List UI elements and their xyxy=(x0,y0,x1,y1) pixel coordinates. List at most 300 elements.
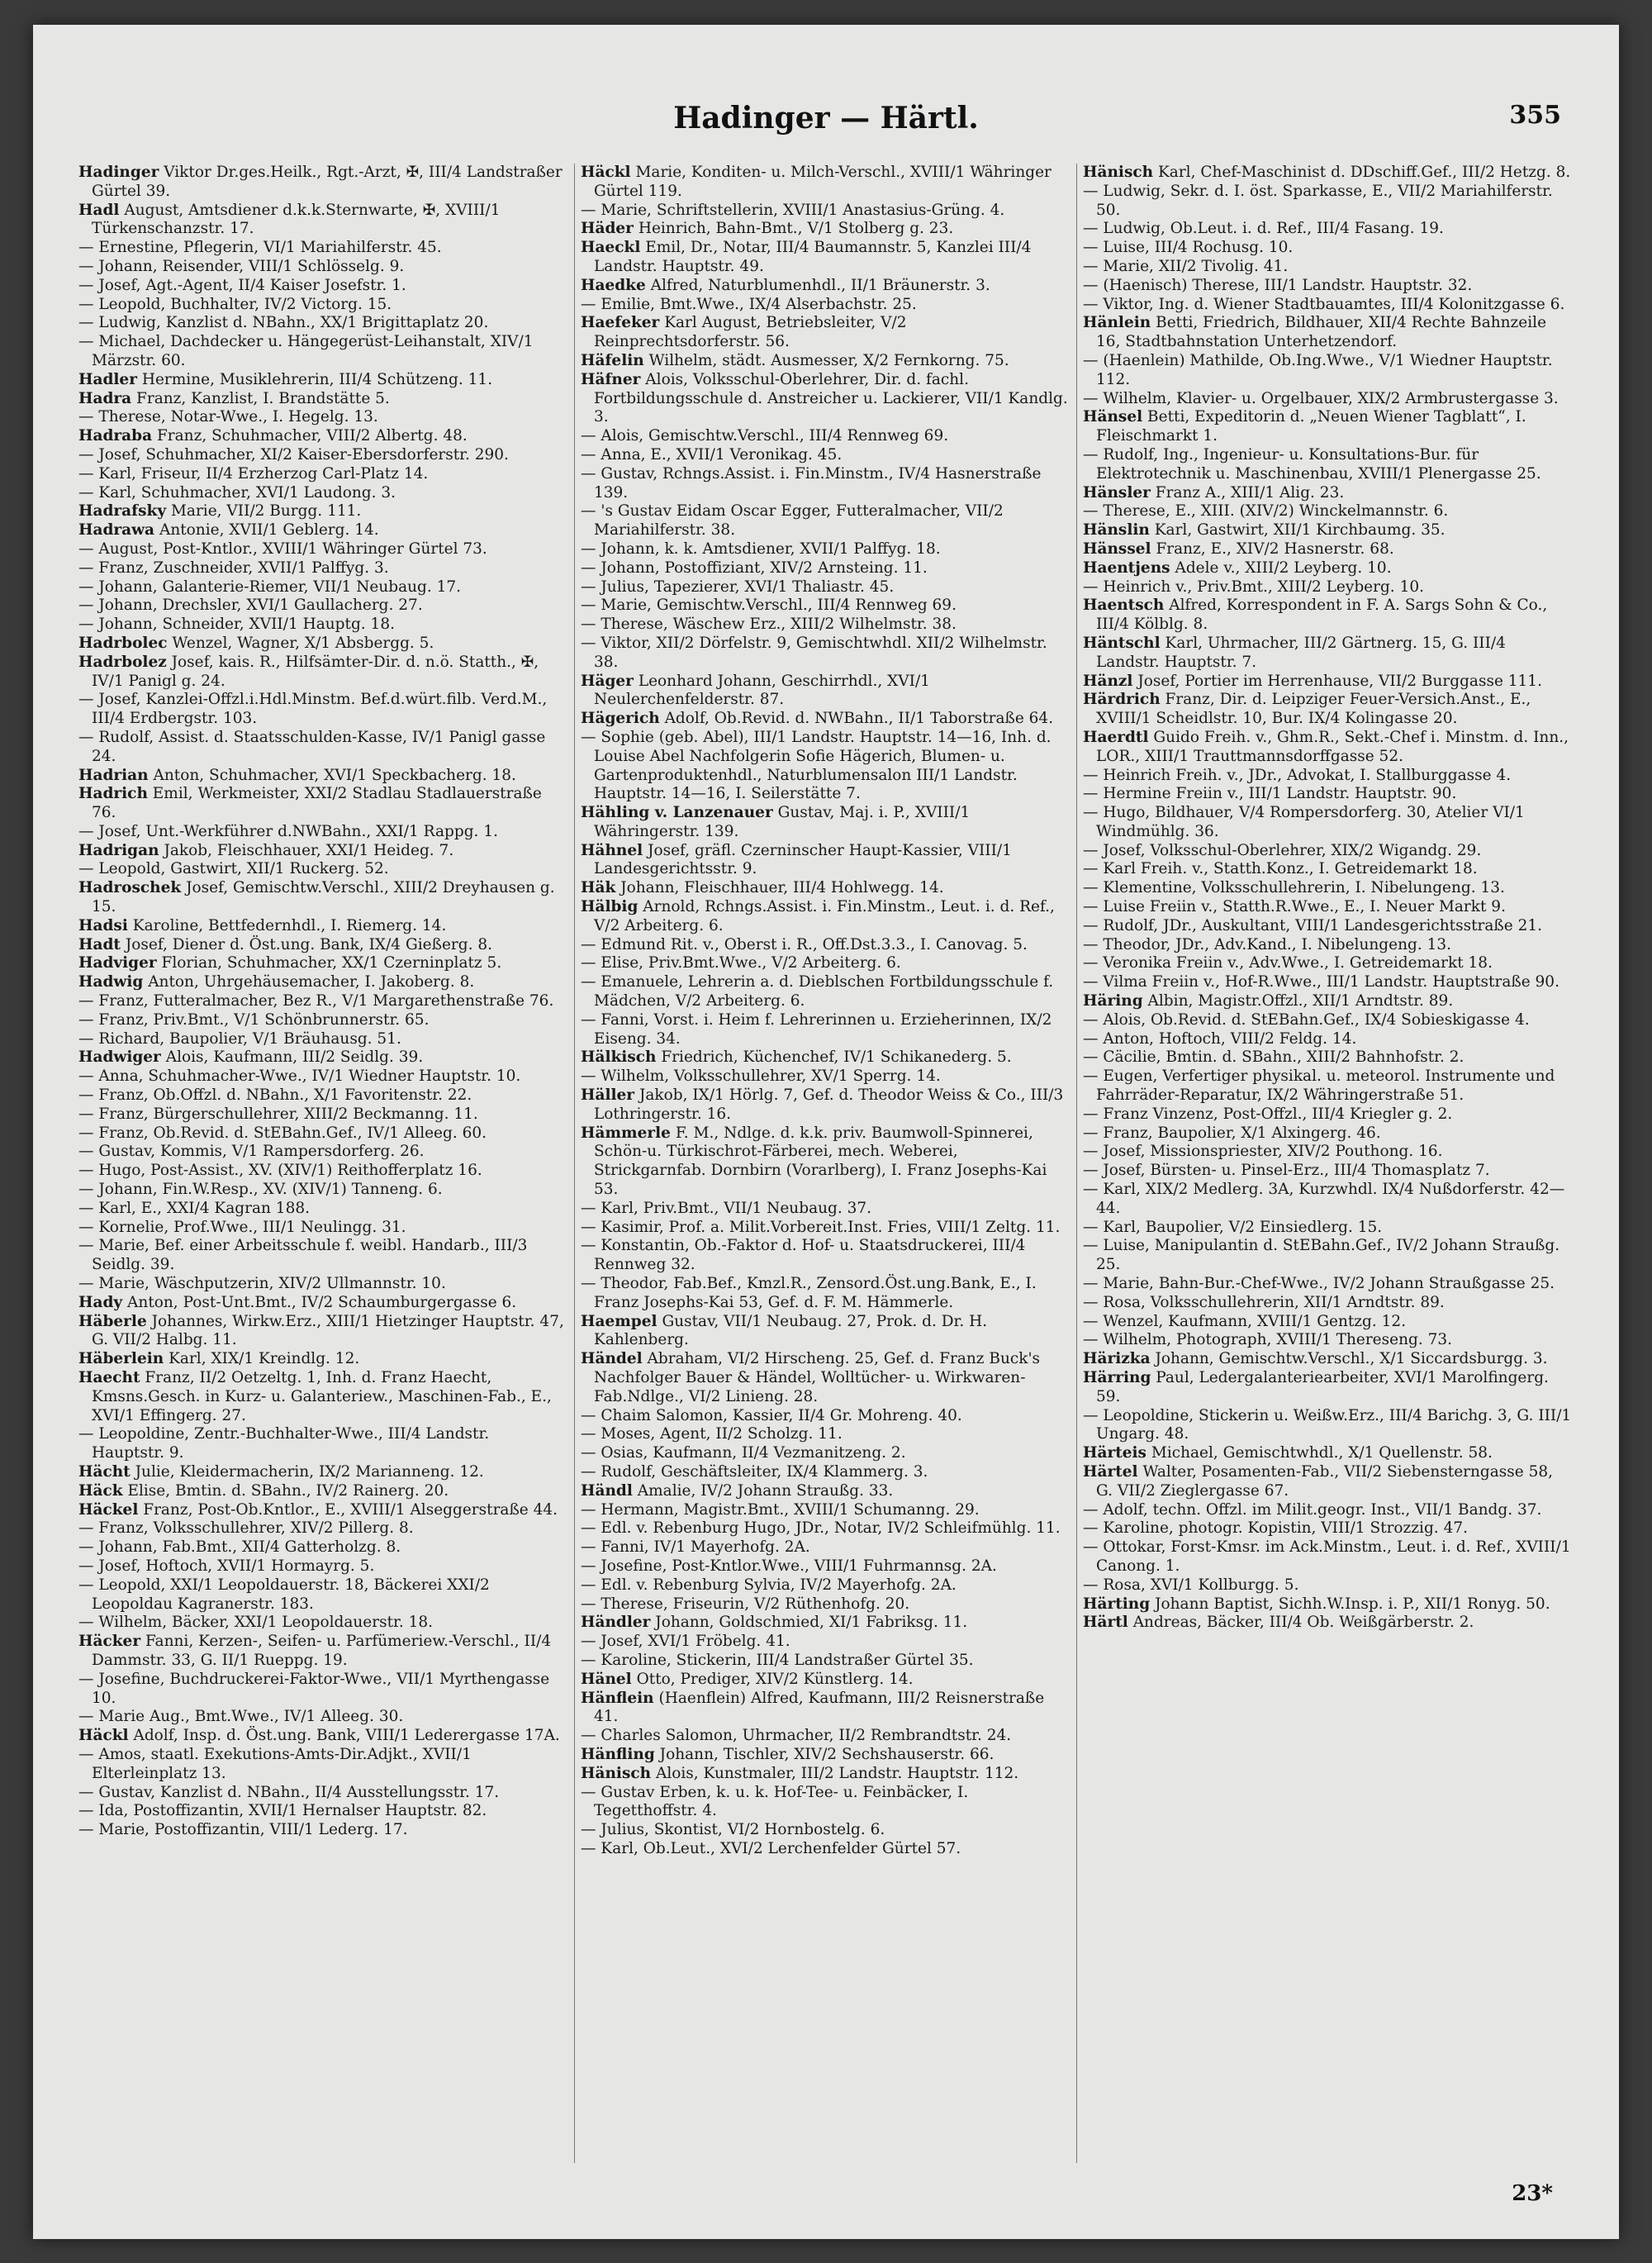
entry-details: Betti, Friedrich, Bildhauer, XII/4 Rechte Bahnzeile 16, Stadtbahnstation Unterhetzendorf. xyxy=(1096,314,1547,351)
directory-entry xyxy=(1083,1350,1574,1369)
entry-details: Emil, Werkmeister, XXI/2 Stadlau Stadlauerstraße 76. xyxy=(92,785,542,822)
directory-entry xyxy=(581,879,1068,898)
entry-details: Johannes, Wirkw.Erz., XIII/1 Hietzinger Hauptstr. 47, G. VII/2 Halbg. 11. xyxy=(92,1312,564,1349)
entry-surname: Härteis xyxy=(1083,1444,1146,1462)
entry-details: — Kornelie, Prof.Wwe., III/1 Neulingg. 31. xyxy=(78,1218,406,1236)
directory-entry xyxy=(1083,936,1574,955)
entry-details: — Edl. v. Rebenburg Sylvia, IV/2 Mayerhofg. 2A. xyxy=(581,1576,957,1594)
entry-surname: Härtl xyxy=(1083,1614,1128,1632)
entry-surname: Hadt xyxy=(78,935,121,953)
directory-entry xyxy=(78,785,566,823)
entry-details: F. M., Ndlge. d. k.k. priv. Baumwoll-Spinnerei, Schön-u. Türkischrot-Färberei, mech. Weberei, Strickgarnfab. Dornbirn (Vorarlberg), I. Franz Josephs-Kai 53. xyxy=(594,1124,1047,1199)
directory-entry xyxy=(78,164,566,202)
entry-details: — Josef, Unt.-Werkführer d.NWBahn., XXI/1 Rappg. 1. xyxy=(78,822,498,840)
directory-entry xyxy=(78,1708,566,1727)
directory-entry xyxy=(78,1011,566,1030)
directory-entry xyxy=(1083,1011,1574,1030)
directory-entry xyxy=(581,277,1068,296)
entry-surname: Hächt xyxy=(78,1462,131,1481)
entry-details: — Therese, Notar-Wwe., I. Hegelg. 13. xyxy=(78,408,378,426)
entry-details: — Richard, Baupolier, V/1 Bräuhausg. 51. xyxy=(78,1029,401,1048)
entry-details: — (Haenlein) Mathilde, Ob.Ing.Wwe., V/1 Wiedner Hauptstr. 112. xyxy=(1083,351,1553,388)
directory-entry xyxy=(1083,860,1574,879)
entry-details: — Adolf, techn. Offzl. im Milit.geogr. Inst., VII/1 Bandg. 37. xyxy=(1083,1500,1542,1519)
entry-details: Elise, Bmtin. d. SBahn., IV/2 Rainerg. 20. xyxy=(127,1481,449,1500)
entry-details: Franz, Schuhmacher, VIII/2 Albertg. 48. xyxy=(156,427,468,445)
directory-entry xyxy=(78,521,566,540)
entry-details: — Theodor, Fab.Bef., Kmzl.R., Zensord.Öst.ung.Bank, E., I. Franz Josephs-Kai 53, Gef. d. F. M. Hämmerle. xyxy=(581,1275,1037,1311)
entry-details: — Marie, XII/2 Tivolig. 41. xyxy=(1083,257,1289,275)
directory-entry xyxy=(78,1048,566,1067)
entry-surname: Hadrafsky xyxy=(78,502,167,521)
entry-details: Josef, gräfl. Czerninscher Haupt-Kassier, VIII/1 Landesgerichtsstr. 9. xyxy=(594,841,1012,878)
directory-page xyxy=(33,25,1619,2239)
entry-details: — Wilhelm, Bäcker, XXI/1 Leopoldauerstr. 18. xyxy=(78,1614,434,1632)
directory-entry xyxy=(78,277,566,296)
entry-details: Johann Baptist, Sichh.W.Insp. i. P., XII/1 Ronyg. 50. xyxy=(1155,1595,1550,1613)
entry-details: — Karl, Friseur, II/4 Erzherzog Carl-Platz 14. xyxy=(78,464,429,483)
directory-entry xyxy=(1083,220,1574,239)
directory-entry xyxy=(1083,879,1574,898)
entry-details: — Gustav, Kommis, V/1 Rampersdorferg. 26. xyxy=(78,1143,425,1161)
directory-entry xyxy=(581,239,1068,277)
directory-entry xyxy=(78,390,566,409)
entry-details: Jakob, Fleischhauer, XXI/1 Heideg. 7. xyxy=(164,841,454,859)
entry-details: — Rudolf, Assist. d. Staatsschulden-Kasse, IV/1 Panigl gasse 24. xyxy=(78,728,546,765)
entry-details: — Wilhelm, Klavier- u. Orgelbauer, XIX/2 Armbrustergasse 3. xyxy=(1083,389,1559,407)
entry-surname: Hälbig xyxy=(581,898,638,916)
directory-entry xyxy=(581,446,1068,465)
directory-entry xyxy=(78,879,566,917)
directory-entry xyxy=(581,616,1068,635)
entry-details: Karoline, Bettfedernhdl., I. Riemerg. 14. xyxy=(132,916,447,934)
page-header xyxy=(33,101,1619,150)
entry-details: Antonie, XVII/1 Geblerg. 14. xyxy=(159,521,379,540)
entry-details: Hermine, Musiklehrerin, III/4 Schützeng. 11. xyxy=(141,370,493,388)
directory-entry xyxy=(1083,785,1574,804)
entry-details: — Josef, Agt.-Agent, II/4 Kaiser Josefstr. 1. xyxy=(78,276,406,294)
directory-entry xyxy=(1083,559,1574,578)
entry-details: — Rosa, XVI/1 Kollburgg. 5. xyxy=(1083,1576,1299,1594)
directory-entry xyxy=(78,239,566,258)
directory-entry xyxy=(1083,1181,1574,1219)
entry-details: Alfred, Korrespondent in F. A. Sargs Sohn & Co., III/4 Kölblg. 8. xyxy=(1096,597,1548,634)
entry-details: — Leopold, Gastwirt, XII/1 Ruckerg. 52. xyxy=(78,860,389,878)
entry-details: Josef, Portier im Herrenhause, VII/2 Burggasse 111. xyxy=(1137,672,1542,690)
entry-details: — Josefine, Post-Kntlor.Wwe., VIII/1 Fuhrmannsg. 2A. xyxy=(581,1557,997,1575)
directory-entry xyxy=(1083,484,1574,503)
directory-entry xyxy=(78,1425,566,1463)
entry-details: — Ludwig, Kanzlist d. NBahn., XX/1 Brigittaplatz 20. xyxy=(78,314,489,332)
directory-entry xyxy=(581,1557,1068,1576)
entry-surname: Häfelin xyxy=(581,351,644,369)
entry-details: — Franz, Priv.Bmt., V/1 Schönbrunnerstr. 65. xyxy=(78,1010,430,1029)
directory-entry xyxy=(78,1275,566,1294)
entry-details: Otto, Prediger, XIV/2 Künstlerg. 14. xyxy=(636,1670,914,1688)
directory-entry xyxy=(1083,164,1574,183)
entry-surname: Haempel xyxy=(581,1312,657,1330)
directory-entry xyxy=(78,1313,566,1351)
directory-entry xyxy=(581,1538,1068,1557)
entry-surname: Hänel xyxy=(581,1670,632,1688)
directory-entry xyxy=(581,1463,1068,1482)
directory-entry xyxy=(1083,1030,1574,1049)
entry-details: Marie, VII/2 Burgg. 111. xyxy=(170,502,362,521)
entry-details: — Karl, Priv.Bmt., VII/1 Neubaug. 37. xyxy=(581,1199,872,1217)
directory-entry xyxy=(581,1011,1068,1049)
directory-entry xyxy=(1083,673,1574,692)
directory-entry xyxy=(1083,1444,1574,1463)
entry-details: — Hermine Freiin v., III/1 Landstr. Hauptstr. 90. xyxy=(1083,785,1457,803)
entry-details: — Emilie, Bmt.Wwe., IX/4 Alserbachstr. 25. xyxy=(581,295,917,313)
directory-entry xyxy=(78,1067,566,1086)
entry-details: — Edmund Rit. v., Oberst i. R., Off.Dst.3.3., I. Canovag. 5. xyxy=(581,935,1028,953)
directory-entry xyxy=(1083,1331,1574,1350)
entry-details: Walter, Posamenten-Fab., VII/2 Siebensterngasse 58, G. VII/2 Zieglergasse 67. xyxy=(1096,1462,1554,1500)
entry-surname: Hadra xyxy=(78,389,132,407)
entry-details: — Johann, Fab.Bmt., XII/4 Gatterholzg. 8. xyxy=(78,1538,401,1557)
entry-surname: Härring xyxy=(1083,1369,1151,1386)
entry-details: Amalie, IV/2 Johann Straußg. 33. xyxy=(637,1481,894,1500)
entry-surname: Häcker xyxy=(78,1633,141,1651)
entry-details: — Vilma Freiin v., Hof-R.Wwe., III/1 Landstr. Hauptstraße 90. xyxy=(1083,973,1559,991)
directory-entry xyxy=(1083,1519,1574,1538)
entry-surname: Haecht xyxy=(78,1369,140,1386)
entry-details: — Ludwig, Sekr. d. I. öst. Sparkasse, E., VII/2 Mariahilferstr. 50. xyxy=(1083,182,1553,219)
entry-details: — Johann, k. k. Amtsdiener, XVII/1 Palffyg. 18. xyxy=(581,540,941,558)
directory-entry xyxy=(581,1652,1068,1671)
directory-entry xyxy=(78,767,566,786)
directory-entry xyxy=(78,823,566,842)
entry-details: — Anna, E., XVII/1 Veronikag. 45. xyxy=(581,445,843,464)
entry-details: — Karl, E., XXI/4 Kagran 188. xyxy=(78,1199,310,1217)
directory-entry xyxy=(1083,258,1574,277)
directory-entry xyxy=(78,465,566,484)
directory-entry xyxy=(581,1765,1068,1784)
directory-entry xyxy=(1083,1294,1574,1313)
entry-details: — Kasimir, Prof. a. Milit.Vorbereit.Inst. Fries, VIII/1 Zeltg. 11. xyxy=(581,1218,1061,1236)
directory-entry xyxy=(1083,1105,1574,1124)
entry-details: Franz, II/2 Oetzeltg. 1, Inh. d. Franz Haecht, Kmsns.Gesch. in Kurz- u. Galanteriew., Maschinen-Fab., E., XVI/1 Effingerg. 27. xyxy=(92,1369,552,1424)
directory-entry xyxy=(1083,804,1574,842)
directory-entry xyxy=(581,1048,1068,1067)
directory-entry xyxy=(78,1294,566,1313)
entry-details: — Marie, Schriftstellerin, XVIII/1 Anastasius-Grüng. 4. xyxy=(581,201,1005,219)
directory-entry xyxy=(581,465,1068,503)
entry-details: — Konstantin, Ob.-Faktor d. Hof- u. Staatsdruckerei, III/4 Rennweg 32. xyxy=(581,1237,1026,1274)
directory-entry xyxy=(78,691,566,729)
entry-details: Franz, Dir. d. Leipziger Feuer-Versich.Anst., E., XVIII/1 Scheidlstr. 10, Bur. IX/4 Kolingasse 20. xyxy=(1096,691,1531,728)
directory-entry xyxy=(78,1369,566,1425)
entry-details: — Klementine, Volksschullehrerin, I. Nibelungeng. 13. xyxy=(1083,879,1505,897)
entry-details: Friedrich, Küchenchef, IV/1 Schikanederg. 5. xyxy=(661,1048,1012,1067)
entry-details: — Moses, Agent, II/2 Scholzg. 11. xyxy=(581,1425,843,1443)
directory-entry xyxy=(581,804,1068,842)
directory-entry xyxy=(581,578,1068,597)
entry-details: — Ida, Postoffizantin, XVII/1 Hernalser Hauptstr. 82. xyxy=(78,1802,487,1820)
entry-details: — Leopoldine, Stickerin u. Weißw.Erz., III/4 Barichg. 3, G. III/1 Ungarg. 48. xyxy=(1083,1406,1572,1443)
entry-details: — Rosa, Volksschullehrerin, XII/1 Arndtstr. 89. xyxy=(1083,1293,1445,1311)
entry-details: Karl, XIX/1 Kreindlg. 12. xyxy=(169,1350,360,1368)
entry-surname: Härting xyxy=(1083,1595,1151,1613)
directory-entry xyxy=(581,314,1068,352)
directory-entry xyxy=(581,954,1068,973)
directory-entry xyxy=(1083,408,1574,446)
entry-details: — Wilhelm, Photograph, XVIII/1 Thereseng. 73. xyxy=(1083,1331,1453,1349)
entry-details: — Josef, Hoftoch, XVII/1 Hormayrg. 5. xyxy=(78,1557,375,1575)
directory-entry xyxy=(78,1463,566,1482)
entry-details: — Johann, Postoffiziant, XIV/2 Arnsteing. 11. xyxy=(581,559,928,577)
entry-details: — Elise, Priv.Bmt.Wwe., V/2 Arbeiterg. 6. xyxy=(581,954,901,972)
directory-entry xyxy=(78,578,566,597)
entry-details: — Therese, Friseurin, V/2 Rüthenhofg. 20. xyxy=(581,1595,910,1613)
directory-entry xyxy=(581,1840,1068,1859)
entry-surname: Hadrigan xyxy=(78,841,159,859)
entry-surname: Hänsel xyxy=(1083,408,1143,426)
entry-details: Johann, Gemischtw.Verschl., X/1 Siccardsburgg. 3. xyxy=(1155,1350,1548,1368)
entry-surname: Härizka xyxy=(1083,1350,1151,1368)
entry-details: — Emanuele, Lehrerin a. d. Dieblschen Fortbildungsschule f. Mädchen, V/2 Arbeiterg. 6. xyxy=(581,973,1054,1010)
entry-details: — Alois, Gemischtw.Verschl., III/4 Rennweg 69. xyxy=(581,427,949,445)
directory-entry xyxy=(78,1538,566,1557)
directory-entry xyxy=(1083,1143,1574,1162)
directory-entry xyxy=(1083,898,1574,917)
entry-details: Marie, Konditen- u. Milch-Verschl., XVIII/1 Währinger Gürtel 119. xyxy=(594,164,1051,200)
directory-entry xyxy=(581,1746,1068,1765)
directory-entry xyxy=(581,898,1068,936)
entry-details: Johann, Fleischhauer, III/4 Hohlwegg. 14. xyxy=(620,879,944,897)
entry-details: — Veronika Freiin v., Adv.Wwe., I. Getreidemarkt 18. xyxy=(1083,954,1493,972)
entry-details: Anton, Uhrgehäusemacher, I. Jakoberg. 8. xyxy=(148,973,475,991)
entry-details: — Rudolf, Ing., Ingenieur- u. Konsultations-Bur. für Elektrotechnik u. Maschinenbau, XVIII/1 Plenergasse 25. xyxy=(1083,445,1541,483)
entry-details: — Karoline, photogr. Kopistin, VIII/1 Strozzig. 47. xyxy=(1083,1519,1468,1538)
entry-surname: Härdrich xyxy=(1083,691,1161,709)
entry-details: — Karl, Ob.Leut., XVI/2 Lerchenfelder Gürtel 57. xyxy=(581,1839,961,1857)
directory-entry xyxy=(1083,540,1574,559)
entry-details: Emil, Dr., Notar, III/4 Baumannstr. 5, Kanzlei III/4 Landstr. Hauptstr. 49. xyxy=(594,239,1032,275)
entry-details: — Franz, Volksschullehrer, XIV/2 Pillerg. 8. xyxy=(78,1519,414,1538)
entry-surname: Häller xyxy=(581,1086,635,1105)
entry-details: — Johann, Schneider, XVII/1 Hauptg. 18. xyxy=(78,616,395,634)
entry-details: Albin, Magistr.Offzl., XII/1 Arndtstr. 89. xyxy=(1147,992,1454,1010)
entry-details: — Michael, Dachdecker u. Hängegerüst-Leihanstalt, XIV/1 Märzstr. 60. xyxy=(78,333,534,369)
directory-entry xyxy=(78,408,566,427)
entry-surname: Häntschl xyxy=(1083,634,1161,652)
directory-entry xyxy=(581,1313,1068,1351)
directory-entry xyxy=(581,1200,1068,1219)
directory-entry xyxy=(78,1746,566,1784)
directory-entry xyxy=(1083,296,1574,315)
entry-details: Franz, E., XIV/2 Hasnerstr. 68. xyxy=(1156,540,1394,558)
entry-surname: Hadraba xyxy=(78,427,153,445)
directory-entry xyxy=(581,1784,1068,1822)
directory-entry xyxy=(78,540,566,559)
page-number: 355 xyxy=(1509,101,1561,130)
directory-entry xyxy=(581,1482,1068,1501)
entry-details: — (Haenisch) Therese, III/1 Landstr. Hauptstr. 32. xyxy=(1083,276,1473,294)
entry-surname: Häckl xyxy=(581,164,631,181)
entry-details: Josef, kais. R., Hilfsämter-Dir. d. n.ö. Statth., ✠, IV/1 Panigl g. 24. xyxy=(92,653,539,690)
directory-entry xyxy=(78,917,566,936)
directory-entry xyxy=(581,1501,1068,1520)
entry-details: — Luise, III/4 Rochusg. 10. xyxy=(1083,239,1294,257)
entry-details: — Anton, Hoftoch, VIII/2 Feldg. 14. xyxy=(1083,1029,1357,1048)
entry-details: — Franz, Zuschneider, XVII/1 Palffyg. 3. xyxy=(78,559,389,577)
entry-details: — Rudolf, JDr., Auskultant, VIII/1 Landesgerichtsstraße 21. xyxy=(1083,916,1543,934)
directory-entry xyxy=(78,1124,566,1143)
entry-details: Johann, Tischler, XIV/2 Sechshauserstr. 66. xyxy=(659,1745,995,1763)
directory-entry xyxy=(1083,635,1574,673)
directory-entry xyxy=(78,635,566,654)
directory-entry xyxy=(78,1181,566,1200)
entry-details: — Anna, Schuhmacher-Wwe., IV/1 Wiedner Hauptstr. 10. xyxy=(78,1067,521,1086)
entry-surname: Hadrbolec xyxy=(78,634,168,652)
directory-entry xyxy=(1083,277,1574,296)
entry-details: — Marie Aug., Bmt.Wwe., IV/1 Alleeg. 30. xyxy=(78,1708,404,1726)
entry-details: — August, Post-Kntlor., XVIII/1 Währinger Gürtel 73. xyxy=(78,540,487,558)
entry-details: Arnold, Rchngs.Assist. i. Fin.Minstm., Leut. i. d. Ref., V/2 Arbeiterg. 6. xyxy=(594,898,1055,934)
directory-entry xyxy=(1083,1237,1574,1275)
entry-surname: Hadl xyxy=(78,201,120,219)
directory-entry xyxy=(581,559,1068,578)
directory-entry xyxy=(581,1067,1068,1086)
entry-details: — Marie, Postoffizantin, VIII/1 Lederg. 17. xyxy=(78,1821,408,1839)
directory-entry xyxy=(581,1576,1068,1595)
directory-entry xyxy=(78,1633,566,1671)
entry-details: — Leopold, Buchhalter, IV/2 Victorg. 15. xyxy=(78,295,392,313)
directory-entry xyxy=(1083,1275,1574,1294)
entry-details: Fanni, Kerzen-, Seifen- u. Parfümeriew.-Verschl., II/4 Dammstr. 33, G. II/1 Rueppg. 19. xyxy=(92,1633,552,1669)
entry-surname: Hadrbolez xyxy=(78,653,167,671)
directory-entry xyxy=(78,1219,566,1238)
directory-entry xyxy=(581,1275,1068,1313)
directory-entry xyxy=(1083,314,1574,352)
entry-surname: Hadsi xyxy=(78,916,128,934)
directory-entry xyxy=(78,1614,566,1633)
entry-details: — Sophie (geb. Abel), III/1 Landstr. Hauptstr. 14—16, Inh. d. Louise Abel Nachfolgerin Sofie Hägerich, Blumen- u. Gartenproduktenhdl., Naturblumensalon III/1 Landstr. Hauptstr. 14—16, I. Seilerstätte 7. xyxy=(581,728,1051,803)
directory-entry xyxy=(1083,1595,1574,1614)
entry-details: Viktor Dr.ges.Heilk., Rgt.-Arzt, ✠, III/4 Landstraßer Gürtel 39. xyxy=(92,164,563,200)
entry-surname: Hadwiger xyxy=(78,1048,161,1067)
entry-details: Karl, Gastwirt, XII/1 Kirchbaumg. 35. xyxy=(1154,521,1446,540)
directory-entry xyxy=(78,258,566,277)
directory-entry xyxy=(78,973,566,992)
directory-entry xyxy=(1083,239,1574,258)
directory-entry xyxy=(78,1802,566,1821)
entry-details: Betti, Expeditorin d. „Neuen Wiener Tagblatt“, I. Fleischmarkt 1. xyxy=(1096,408,1526,445)
directory-columns xyxy=(78,164,1574,2163)
directory-entry xyxy=(1083,1407,1574,1445)
column-divider xyxy=(574,164,575,2163)
entry-details: Abraham, VI/2 Hirscheng. 25, Gef. d. Franz Buck's Nachfolger Bauer & Händel, Wolltücher- u. Wirkwaren-Fab.Ndlge., VI/2 Linieng. 28. xyxy=(594,1350,1041,1405)
entry-details: — Johann, Galanterie-Riemer, VII/1 Neubaug. 17. xyxy=(78,578,462,596)
directory-entry xyxy=(78,1519,566,1538)
entry-details: — Josef, Schuhmacher, XI/2 Kaiser-Ebersdorferstr. 290. xyxy=(78,445,509,464)
directory-entry xyxy=(78,559,566,578)
directory-entry xyxy=(1083,767,1574,786)
entry-details: Josef, Gemischtw.Verschl., XIII/2 Dreyhausen g. 15. xyxy=(92,879,555,916)
entry-surname: Hadwig xyxy=(78,973,144,991)
entry-surname: Häckel xyxy=(78,1500,139,1519)
directory-entry xyxy=(1083,1576,1574,1595)
entry-details: — Fanni, IV/1 Mayerhofg. 2A. xyxy=(581,1538,810,1557)
directory-entry xyxy=(581,1671,1068,1690)
directory-entry xyxy=(581,1425,1068,1444)
entry-details: Anton, Schuhmacher, XVI/1 Speckbacherg. 18. xyxy=(153,766,516,784)
directory-entry xyxy=(581,842,1068,880)
entry-details: — Heinrich Freih. v., JDr., Advokat, I. Stallburggasse 4. xyxy=(1083,766,1512,784)
entry-details: — Charles Salomon, Uhrmacher, II/2 Rembrandtstr. 24. xyxy=(581,1727,1012,1745)
entry-details: — Therese, E., XIII. (XIV/2) Winckelmannstr. 6. xyxy=(1083,502,1449,521)
entry-details: — Karoline, Stickerin, III/4 Landstraßer Gürtel 35. xyxy=(581,1651,974,1669)
entry-details: — Johann, Reisender, VIII/1 Schlösselg. 9. xyxy=(78,257,405,275)
directory-entry xyxy=(581,371,1068,427)
column-3 xyxy=(1083,164,1574,2163)
entry-details: — Luise Freiin v., Statth.R.Wwe., E., I. Neuer Markt 9. xyxy=(1083,898,1506,916)
entry-details: — Wilhelm, Volksschullehrer, XV/1 Sperrg. 14. xyxy=(581,1067,941,1086)
directory-entry xyxy=(581,1407,1068,1426)
entry-details: — Hugo, Post-Assist., XV. (XIV/1) Reithofferplatz 16. xyxy=(78,1162,482,1180)
directory-entry xyxy=(78,1200,566,1219)
directory-entry xyxy=(581,502,1068,540)
entry-details: — Franz, Ob.Offzl. d. NBahn., X/1 Favoritenstr. 22. xyxy=(78,1086,472,1105)
entry-surname: Haeckl xyxy=(581,239,641,257)
directory-entry xyxy=(581,973,1068,1011)
entry-details: — Franz, Futteralmacher, Bez R., V/1 Margarethenstraße 76. xyxy=(78,992,554,1010)
entry-surname: Haentjens xyxy=(1083,559,1170,577)
entry-details: — Julius, Skontist, VI/2 Hornbostelg. 6. xyxy=(581,1821,885,1839)
entry-details: — Wenzel, Kaufmann, XVIII/1 Gentzg. 12. xyxy=(1083,1312,1407,1330)
directory-entry xyxy=(78,616,566,635)
entry-details: — Franz Vinzenz, Post-Offzl., III/4 Kriegler g. 2. xyxy=(1083,1105,1453,1123)
entry-details: Adele v., XIII/2 Leyberg. 10. xyxy=(1175,559,1392,577)
directory-entry xyxy=(581,936,1068,955)
directory-entry xyxy=(581,710,1068,729)
entry-details: — Gustav, Kanzlist d. NBahn., II/4 Ausstellungsstr. 17. xyxy=(78,1783,500,1801)
entry-surname: Hänzl xyxy=(1083,672,1133,690)
entry-details: — Karl, XIX/2 Medlerg. 3A, Kurzwhdl. IX/4 Nußdorferstr. 42—44. xyxy=(1083,1181,1565,1217)
entry-details: Josef, Diener d. Öst.ung. Bank, IX/4 Gießerg. 8. xyxy=(125,935,493,953)
entry-details: — Leopoldine, Zentr.-Buchhalter-Wwe., III/4 Landstr. Hauptstr. 9. xyxy=(78,1425,490,1462)
entry-details: Gustav, VII/1 Neubaug. 27, Prok. d. Dr. H. Kahlenberg. xyxy=(594,1312,988,1349)
entry-details: — Marie, Gemischtw.Verschl., III/4 Rennweg 69. xyxy=(581,597,957,615)
directory-entry xyxy=(78,936,566,955)
entry-details: Julie, Kleidermacherin, IX/2 Marianneng. 12. xyxy=(135,1462,484,1481)
entry-surname: Haedke xyxy=(581,276,646,294)
directory-entry xyxy=(1083,1538,1574,1576)
column-1 xyxy=(78,164,566,2163)
directory-entry xyxy=(78,484,566,503)
entry-details: Karl, Chef-Maschinist d. DDschiff.Gef., III/2 Hetzg. 8. xyxy=(1157,164,1571,181)
entry-details: August, Amtsdiener d.k.k.Sternwarte, ✠, XVIII/1 Türkenschanzstr. 17. xyxy=(92,201,501,238)
directory-entry xyxy=(1083,1124,1574,1143)
directory-entry xyxy=(78,1105,566,1124)
directory-entry xyxy=(581,1237,1068,1275)
directory-entry xyxy=(78,1501,566,1520)
directory-entry xyxy=(581,1124,1068,1200)
directory-entry xyxy=(581,1727,1068,1746)
entry-surname: Hänlein xyxy=(1083,314,1151,332)
entry-surname: Hadrich xyxy=(78,785,148,803)
directory-entry xyxy=(78,860,566,879)
entry-surname: Hänisch xyxy=(581,1764,652,1782)
directory-entry xyxy=(78,446,566,465)
directory-entry xyxy=(581,220,1068,239)
entry-surname: Häder xyxy=(581,220,634,238)
directory-entry xyxy=(78,333,566,371)
entry-details: Heinrich, Bahn-Bmt., V/1 Stolberg g. 23. xyxy=(638,220,954,238)
entry-surname: Häfner xyxy=(581,370,641,388)
